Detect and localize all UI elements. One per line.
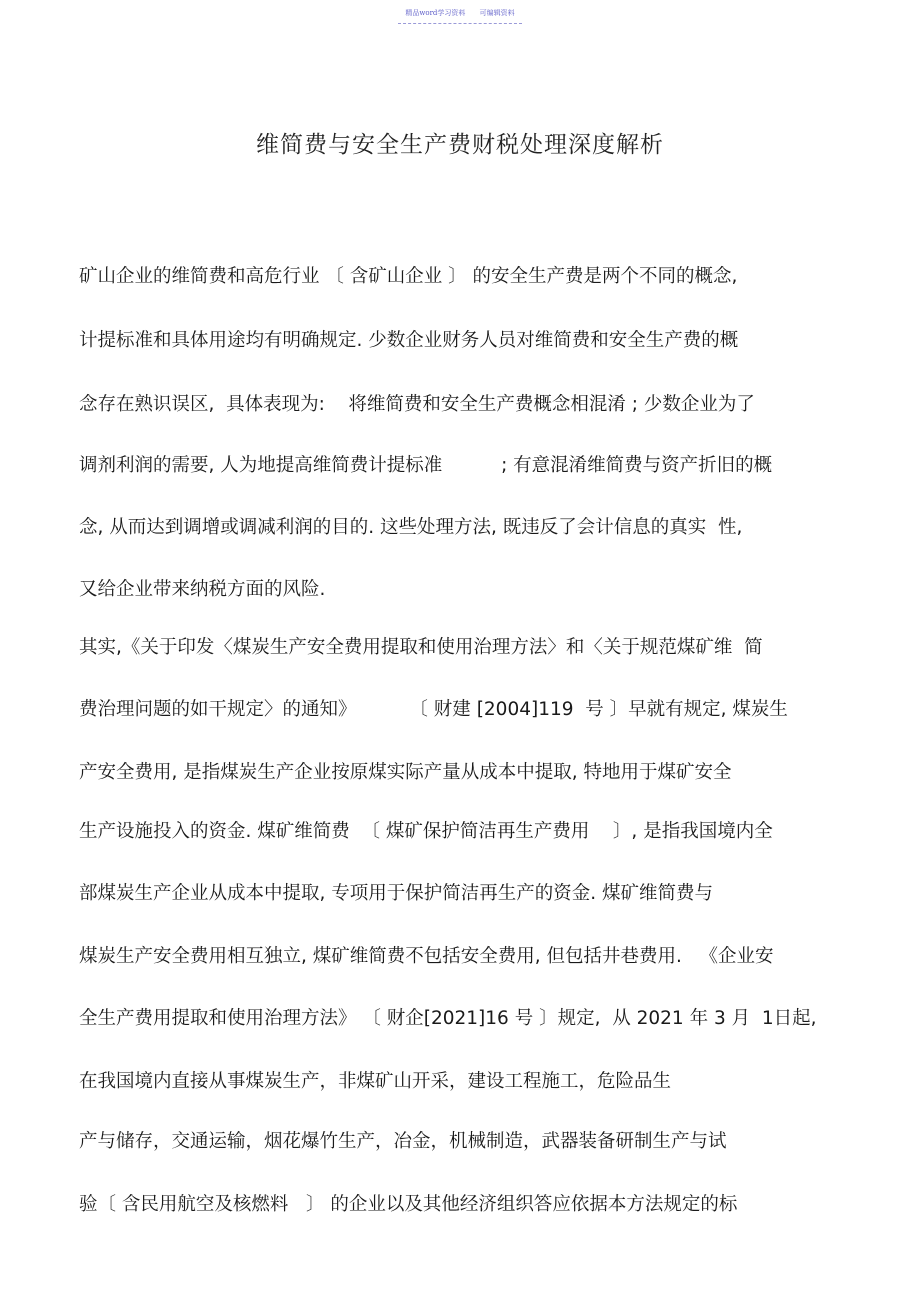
page-header <box>0 8 920 18</box>
body-line: 念, 从而达到调增或调减利润的目的. 这些处理方法, 既违反了会计信息的真实 性, <box>79 517 743 538</box>
body-line: 产与储存，交通运输，烟花爆竹生产，冶金，机械制造，武器装备研制生产与试 <box>79 1131 727 1152</box>
header-divider <box>398 23 522 24</box>
document-title: 维简费与安全生产费财税处理深度解析 <box>256 132 664 158</box>
header-right-text: 可编辑资料 <box>479 9 515 17</box>
body-line: 验〔 含民用航空及核燃料 〕 的企业以及其他经济组织答应依据本方法规定的标 <box>79 1194 738 1215</box>
body-line: 部煤炭生产企业从成本中提取, 专项用于保护简洁再生产的资金. 煤矿维简费与 <box>79 883 714 904</box>
body-line: 调剂利润的需要, 人为地提高维简费计提标准 ; 有意混淆维简费与资产折旧的概 <box>79 455 773 476</box>
body-line: 生产设施投入的资金. 煤矿维简费 〔 煤矿保护简洁再生产费用 〕, 是指我国境内全 <box>79 821 773 842</box>
body-line: 费治理问题的如干规定〉的通知》 〔 财建 [2004]119 号 〕早就有规定, 煤炭生 <box>79 699 788 720</box>
body-line: 全生产费用提取和使用治理方法》 〔 财企[2021]16 号 〕规定, 从 2021 年 3 月 1日起, <box>79 1008 817 1029</box>
body-line: 念存在熟识误区, 具体表现为: 将维简费和安全生产费概念相混淆 ; 少数企业为了 <box>79 394 755 415</box>
header-left-text: 精品word学习资料 <box>405 9 466 17</box>
body-line: 其实,《关于印发〈煤炭生产安全费用提取和使用治理方法〉和〈关于规范煤矿维 简 <box>79 637 763 658</box>
body-line: 煤炭生产安全费用相互独立, 煤矿维简费不包括安全费用, 但包括井巷费用. 《企业安 <box>79 946 774 967</box>
body-line: 计提标准和具体用途均有明确规定. 少数企业财务人员对维简费和安全生产费的概 <box>79 330 739 351</box>
body-line: 矿山企业的维简费和高危行业 〔 含矿山企业 〕 的安全生产费是两个不同的概念, <box>79 266 738 287</box>
body-line: 在我国境内直接从事煤炭生产，非煤矿山开采，建设工程施工，危险品生 <box>79 1071 672 1092</box>
body-line: 又给企业带来纳税方面的风险. <box>79 579 326 600</box>
body-line: 产安全费用, 是指煤炭生产企业按原煤实际产量从成本中提取, 特地用于煤矿安全 <box>79 762 732 783</box>
